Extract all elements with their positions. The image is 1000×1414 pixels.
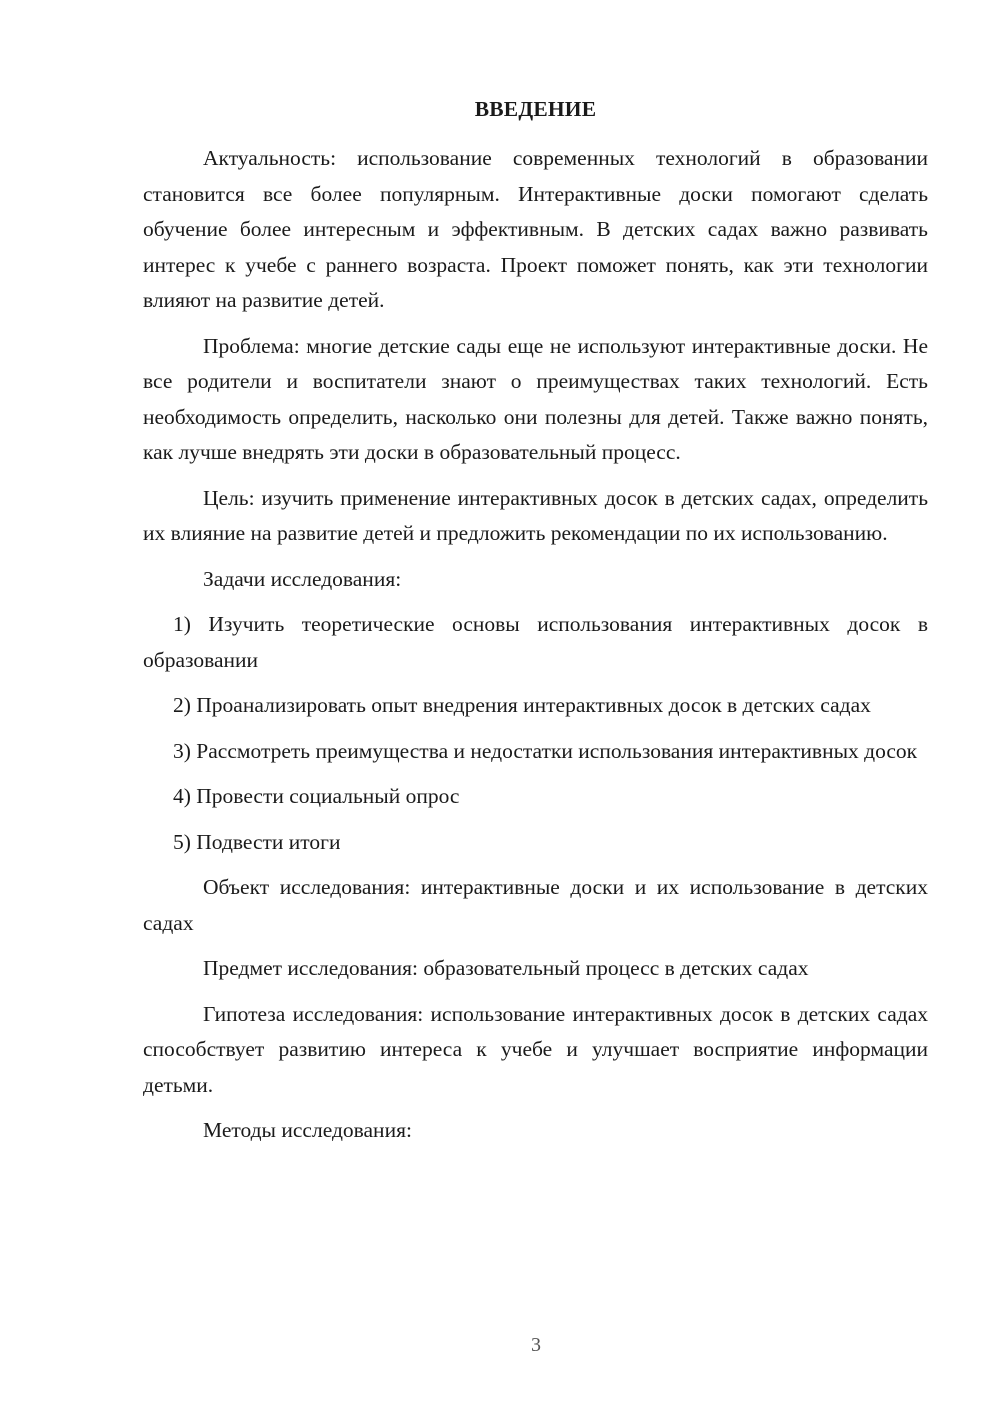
page-number: 3 [531,1334,541,1356]
task-item: 5) Подвести итоги [173,829,341,854]
task-item: 1) Изучить теоретические основы использования интерактивных досок в образовании [143,612,928,672]
subject-paragraph: Предмет исследования: образовательный процесс в детских садах [203,956,809,980]
task-item: 2) Проанализировать опыт внедрения интерактивных досок в детских садах [173,693,871,717]
section-title: ВВЕДЕНИЕ [474,97,597,121]
hypothesis-paragraph: Гипотеза исследования: использование интерактивных досок в детских садах способствует развитию интереса к учебе и улучшает восприятие информации детьми. [143,1001,928,1097]
task-item: 4) Провести социальный опрос [173,784,460,808]
relevance-paragraph: Актуальность: использование современных технологий в образовании становится все более популярным. Интерактивные доски помогают сделать обучение более интересным и эффективным. В детских садах важно развивать интерес к учебе с раннего возраста. Проект поможет понять, как эти технологии влияют на развитие детей. [143,146,928,312]
problem-paragraph: Проблема: многие детские сады еще не используют интерактивные доски. Не все родители и воспитатели знают о преимуществах таких технологий. Есть необходимость определить, насколько они полезны для детей. Также важно понять, как лучше внедрять эти доски в образовательный процесс. [143,333,928,464]
object-paragraph: Объект исследования: интерактивные доски и их использование в детских садах [143,875,928,935]
goal-paragraph: Цель: изучить применение интерактивных досок в детских садах, определить их влияние на развитие детей и предложить рекомендации по их использованию. [143,485,928,545]
tasks-heading: Задачи исследования: [203,566,402,591]
task-item: 3) Рассмотреть преимущества и недостатки использования интерактивных досок [173,738,918,763]
document-page [143,92,928,1159]
methods-heading: Методы исследования: [203,1118,412,1142]
tasks-list [143,607,928,860]
